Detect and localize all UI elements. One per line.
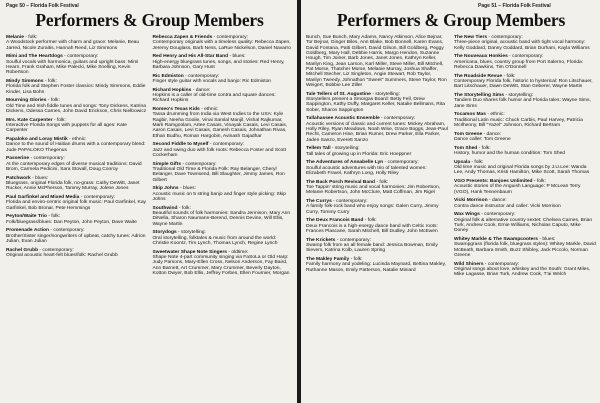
performer-genre: - contemporary:: [181, 161, 217, 167]
performer-entry: [153, 250, 294, 277]
performer-entry: [6, 156, 147, 172]
performer-description: Toe Tappin' string music and vocal harmonies: Jim Robertson, Melanie Robertson, John McClure, Matt Coffman, Jim Rigel: [306, 185, 441, 196]
performer-description: Old time music and original Florida songs by J.U.Lee: Wanda Lee, Andy Thomas, Kristi Hamilton, Mike Scott, Sarah Thomas: [454, 164, 590, 176]
performer-entry: [306, 146, 448, 157]
performer-description: Original acoustic heart-felt blues/folk: Rachel Grubb: [6, 252, 118, 258]
performer-entry: [153, 230, 294, 246]
performer-name: Mrs. Kate Carpenter: [6, 117, 53, 123]
performer-genre: - folk:: [43, 79, 57, 84]
performer-name: Papaloko and Loray Mistik: [6, 136, 68, 142]
performer-entry: [6, 228, 147, 244]
performer-name: Patchwork: [6, 175, 31, 181]
performer-genre: - contemporary:: [183, 73, 220, 79]
performer-genre: - storytelling:: [176, 230, 206, 236]
column-right: [454, 35, 596, 281]
page-header: Page 51 – Florida Folk Festival: [478, 3, 551, 9]
performer-genre: - ethnic:: [199, 106, 219, 112]
performer-genre: - folk:: [477, 145, 491, 151]
performer-name: Tocamos Mas: [454, 112, 486, 118]
performer-genre: - dance:: [482, 131, 502, 137]
performer-entry: [153, 107, 294, 139]
columns: [306, 35, 596, 281]
performer-genre: - blues:: [228, 54, 246, 60]
performer-genre: - blues:: [178, 186, 196, 192]
performer-description: Interactive Florida Songs with puppets for all ages: Kate Carpenter: [6, 123, 127, 134]
performer-entry: [153, 142, 294, 158]
performer-genre: - ethnic:: [485, 112, 505, 118]
performer-name: Peyton/Waite Trio: [6, 214, 47, 220]
performer-description: Brother/Sister singer/songwriters of upbeat, catchy tunes: Adrion Julian, Evan Julian: [6, 233, 146, 244]
performer-genre: - contemporary:: [331, 199, 368, 205]
performer-entry: [6, 248, 147, 259]
performer-entry: [6, 79, 147, 95]
performer-entry: [306, 257, 448, 273]
column-left: [6, 35, 147, 280]
performer-entry: [454, 132, 596, 143]
performer-genre: - contemporary:: [507, 54, 544, 60]
performer-genre: - oldtime:: [226, 249, 249, 255]
performer-name: Wild Shiners: [454, 261, 484, 267]
performer-description: At the contemporary edges of diverse musical traditions: David Brom, Carmela Pedicini, Sara Stovall, Doug Conroy: [6, 161, 142, 172]
performer-genre: - contemporary:: [383, 160, 419, 166]
performer-genre: - contemporary:: [379, 116, 416, 122]
performer-entry: [6, 137, 147, 153]
performer-name: The Back Porch Revival Band: [306, 179, 376, 185]
page-header: Page 50 – Florida Folk Festival: [6, 3, 79, 9]
performer-entry: [153, 35, 294, 51]
performer-name: Whitey Markle & The Swampcooters: [454, 236, 538, 242]
performer-name: Upsala: [454, 159, 471, 165]
performer-genre: - folk:: [23, 35, 38, 40]
performer-genre: - folk:: [502, 73, 516, 79]
performer-name: Richard Hopkins: [152, 87, 192, 93]
performer-description: Original songs about love, whiskey and the South: Grant Miles, Mike Lagasse, Brian Turk, Andrew Cook, T'ai Welch: [454, 266, 591, 278]
performer-entry: [454, 146, 596, 157]
performer-description: Family harmony and yodeling: Lucinda Maynard, Bettina Makley, Ruthanne Mason, Emily Patterson, Natalie Miniard: [306, 262, 446, 273]
performer-genre: - storytelling:: [330, 146, 360, 152]
performer-entry: [153, 74, 294, 85]
performer-name: Southwind: [152, 205, 178, 211]
performer-description: Americana, blues, country group from Port Salerno, Florida: Rebecca Dawkins, Tim O'Donnell: [454, 59, 584, 71]
performer-entry: [6, 176, 147, 192]
performer-genre: - contemporary:: [212, 35, 248, 40]
performer-entry: [306, 160, 448, 176]
performer-entry: [454, 262, 596, 278]
performer-genre: - storytelling:: [370, 91, 400, 97]
performer-entry: [306, 199, 448, 215]
performer-description: Acoustic versions of classic and current tunes: Mickey Abraham, Holly Riley, Ryan Meadows, Noah Wise, Grace Boggs, Jean-Paul Recht, Cameron Hine, Brian Rumer, Drew Parker, Ella Parker, Jaden Sanzo, Everett Sanzo: [306, 121, 448, 143]
performer-genre: - contemporary:: [487, 35, 523, 40]
performer-name: Melanie: [6, 35, 24, 40]
performer-entry: [153, 88, 294, 104]
performer-genre: - contemporary:: [479, 212, 516, 218]
performer-genre: - blues:: [537, 236, 556, 242]
performer-genre: - contemporary:: [62, 54, 99, 60]
performer-name: Tom Greene: [454, 131, 483, 137]
performer-entry: [454, 179, 596, 195]
performer-description: High-energy bluegrass tunes, songs, and stories: Red Henry, Barbara Johnson, Gary Hunt: [152, 59, 285, 71]
performer-entry: [306, 92, 448, 113]
performer-name: Rebecca Zapen & Friends: [152, 35, 213, 40]
performer-entry: [6, 54, 147, 75]
performer-name: The Krickets: [306, 237, 336, 243]
performer-genre: - dance:: [191, 87, 211, 93]
performer-genre: - folk:: [532, 178, 546, 184]
performer-name: Passerine: [6, 156, 30, 162]
performer-entry: [306, 116, 448, 143]
performer-entry: [454, 160, 596, 176]
performer-entry: [306, 218, 448, 234]
performer-description: History, humor and the human condition: Tom Shed: [454, 150, 566, 156]
performer-entry: [153, 206, 294, 227]
performer-name: Vicki Morrison: [454, 198, 488, 204]
performer-name: Ric Edmiston: [152, 73, 184, 79]
right-page: [301, 0, 600, 403]
performer-description: Beautiful sounds of folk harmonies: Sandra Jennison, Mary Ann DiNella, Sharon Naumann-Berend, Dennis Devine, Will Ellis, Wayne Martin: [152, 211, 291, 227]
performer-description: Original folk & alternative country sextet: Chelsea Carnes, Brian Turk, Andrew Cook, Ernie Williams, Nicholas Caputo, Mike Doney: [454, 217, 593, 234]
performer-entry: [306, 180, 448, 196]
performer-name: The New Tiers: [454, 35, 488, 40]
performer-description: Swamp folk from an all female band: Jessica Bowman, Emily Sievers, Katrina Kolb, Lauren Spring: [306, 243, 438, 254]
performer-name: Mourning Glories: [6, 98, 47, 104]
performer-name: The Makley Family: [306, 257, 350, 263]
performer-description: Dance to the sound of Haitian drums with a contemporary blend: Jude PAPALOKO Thegenus: [6, 142, 146, 153]
performer-description: Tall tales of growing up in Florida: Eric Hoeppner: [306, 151, 412, 157]
performer-name: VGO Presents: Banjoes Unlimited: [454, 178, 533, 184]
performer-genre: - contemporary:: [208, 142, 245, 148]
performer-genre: - folk:: [46, 214, 61, 220]
performer-genre: - storytelling:: [504, 92, 534, 98]
performer-name: The Deux Francois Band: [306, 218, 364, 224]
performer-entry: [454, 112, 596, 128]
performer-description: Finger style guitar with vocals and banjo: Ric Edmiston: [152, 79, 272, 84]
performer-description: Folk/bluegrass/blues: Dan Peyton, John Peyton, Dave Waite: [6, 219, 137, 225]
performer-entry: [6, 214, 147, 225]
performer-description: Dance caller: Tom Greene: [454, 136, 511, 142]
performer-description: Acoustic music on 5 string banjo and finger style picking: Skip Johns: [152, 191, 286, 203]
performer-name: Second Fiddle to Myself: [152, 142, 209, 148]
performer-name: The Currys: [306, 199, 332, 205]
performer-description: Swampgrass (florida folk, bluegrass styles): Whitey Markle, David McBeath, Barbara Smith, Buzz Shibley, Jack Piccolo, Norman Greene: [454, 242, 596, 258]
performer-entry: [306, 35, 448, 88]
performer-entry: [153, 186, 294, 202]
performer-description: Traditional Latin music: Chuck Carbis, Paul Harvey, Patricia McIlhenny, Bill "Yazel" Johnson, Richard Bertram: [454, 117, 583, 128]
performer-name: The Adventures of Annabelle Lyn: [306, 160, 384, 166]
performer-description: Contemporary originals with a timeless quality: Rebecca Zapen, Jeremy Douglass, Barb Ness, LaRue Nickelson, Daniel Navarro: [152, 40, 291, 51]
performer-entry: [454, 237, 596, 258]
performer-entry: [6, 35, 147, 51]
performer-entry: [306, 238, 448, 254]
performer-entry: [454, 93, 596, 109]
performer-description: Old Time and Irish fiddle tunes and songs: Tony Dickens, Katrina Dickens, Odessa Carnes, John David Erickson, Chris Nielbowicz: [6, 103, 147, 115]
performer-genre: - folk:: [46, 98, 60, 104]
performer-name: Paul Garfinkel and Mixed Media: [6, 194, 80, 200]
performer-entry: [454, 74, 596, 90]
performer-genre: - contemporary:: [79, 194, 115, 200]
performer-name: Romeo's Texas Kids: [152, 106, 200, 112]
performer-genre: - folk:: [177, 205, 191, 211]
performer-entry: [6, 98, 147, 114]
page-title: Performers & Group Members: [35, 10, 264, 30]
columns: [6, 35, 293, 280]
performer-description: Deux Francois is a high-energy dance band with Celtic roots: Frances Plascane, Sarah Mitchell, Bill Dudley, John McEwen: [306, 223, 438, 235]
performer-description: Three-piece original, acoustic band with tight vocal harmony: Kelly Goddard, Danny Goddard, Brian Durham, Kayla Williams: [454, 40, 590, 51]
performer-description: A Woodstock performer with charm and grace: Melanie, Beau Jarred, Nicole Zuraitis, Hannah Reed, Liz Simmons: [6, 40, 140, 51]
page-title: Performers & Group Members: [336, 10, 566, 30]
performer-genre: - contemporary:: [49, 228, 85, 234]
performer-description: Soulful vocals with harmonica, guitars and upright bass: Mimi Hearn, Frank Graham, Mike Palecki, Mike Snelling, Kevin Robertson: [6, 59, 139, 76]
performer-genre: - folk:: [349, 257, 363, 263]
performer-entry: [454, 35, 596, 51]
performer-name: Mimi and The Heartdogs: [6, 54, 63, 60]
performer-description: Traditional Old Time & Florida Folk: Ray Belanger, Cheryl Belanger, Dave Townsend, Bill Slaughter, Jimmy James, Ron Gilbert: [152, 167, 285, 183]
performer-name: Tellem Tall: [306, 146, 331, 152]
performer-name: Red Henry and His All-Star Band: [152, 54, 229, 60]
performer-genre: - contemporary:: [483, 261, 520, 267]
performer-description: Oral storytelling, folktales & music from around the world: Christie Koontz, Tim Lynch, Thomas Lynch, Regine Lynch: [152, 235, 278, 247]
performer-genre: - folk:: [470, 159, 484, 165]
performer-name: Wax Wings: [454, 212, 480, 218]
performer-name: Tallahassee Acoustic Ensemble: [306, 116, 380, 122]
performer-description: Contemporary Florida folk, historic to hysterical: Ron Litschauer, Bart Litschauer, Dawn DeWitt, Stan Geberer, Wayne Martin: [454, 79, 593, 90]
performer-genre: - contemporary:: [38, 247, 74, 253]
performer-description: A family folk-rock band who enjoy songs: Galen Curry, Jimmy Curry, Tommy Curry: [306, 204, 439, 215]
performer-name: Simple Gifts: [152, 161, 182, 167]
performer-name: The Roadside Revue: [454, 73, 503, 79]
performer-name: Tale Tellers of St. Augustine: [306, 91, 371, 97]
performer-name: Tom Shed: [454, 145, 478, 151]
performer-entry: [6, 195, 147, 211]
performer-name: Skip Johns: [152, 186, 179, 192]
performer-description: Acoustic stories of the Anguish Language: P McLean Terry (VGO), Hank Tennenbaum: [454, 184, 581, 195]
performer-name: The Nouveaux Honkies: [454, 54, 508, 60]
performer-entry: [153, 162, 294, 183]
performer-description: Storytellers present a Smorgas Board: Betty Fell, Drew Sappington, Kathy Duffy, Margaret Keller, Natalie Bellmans, Rita Sober, Sharon Sappington: [306, 97, 445, 113]
performer-genre: - blues:: [30, 175, 49, 181]
performer-description: Tandem Duo shares folk humor and Florida tales: Wayne Sims, Jane Sims: [454, 98, 591, 109]
performer-genre: - contemporary:: [29, 156, 65, 162]
performer-genre: - contemporary:: [335, 237, 371, 243]
performer-genre: - folk:: [363, 218, 377, 224]
performer-entry: [454, 54, 596, 70]
performer-description: Bunch, Sue Bunch, Mary Adams, Nancy Atkinson, Alice Bejnar, Tor Bejnar, Ginger Biles, Ann Blake, Bob Bonnell, Karen Evans, David Fontana, Patti Gilbert, David Gilson, Bill Goldberg, Peggy Goldberg, Mary Hall, Debbie Harris, Margo Hendon, Suzanne Hough, Tim Joiner, Barb Jones, Janet Jones, Kathryn Keller, Marilyn King, Jean Larson, Karl Miller, Steve Miller, Bill Mitchell, Pat Morse, Thatcher Morse, Melanie Murray, Joshua Shaffer, Mitchell Stecher, Liz Singleton, Angie Stewart, Rob Taylor, Marilyn Tweedy, Johnathon "Sweet" Summers, Steve Taylor, Ron Weigert, Bobbie Lee Ziller: [306, 35, 447, 89]
column-right: [153, 35, 294, 280]
performer-name: Sweetwater Shape Note Singers: [152, 249, 227, 255]
performer-description: Jazz and swing duo with folk roots: Rebecca Foster and Scott Cockerham: [152, 147, 286, 159]
column-left: [306, 35, 448, 281]
performer-entry: [153, 54, 294, 70]
performer-name: The Storytelling Sims: [454, 92, 505, 98]
performer-description: Tassa drumming from India via West Indies to the USA: Kyle Ragbir, Neeha Goolie, Vinai Samlal Manjil, Vishal Rajkumar, Mark Ramgoolam, Artee Casais, Vinayak Casais, Levi Casais, Aaron Casais, Levi Casais, Ganesh Casais, Johnathan Rivas, Ethan Budhu, Roman Hargobin, Avinash Gajadhar: [152, 112, 288, 139]
performer-description: Shape Note 4-part community singing via FaSoLa or Old Harp: Judy Parsons, Mary-Ellen Cross, Nelson Anderson, Fay Baird, Ann Barnett, Art Crummer, Mary Crummer, Beverly Dayton, Kotton Dwyer, Bob Ellis, Jeffrey Forbes, Ellen Fournier, Morgan: [152, 255, 290, 277]
performer-entry: [454, 198, 596, 209]
performer-description: Bluegrass, original Florida folk, no-grass: Cathy DeWitt, Janet Rucker, Annie McPherson, Tammy Murray, Jolene Jones: [6, 180, 140, 192]
performer-genre: - folk:: [375, 179, 389, 185]
performer-entry: [6, 118, 147, 134]
performer-genre: - folk:: [52, 117, 66, 123]
performer-genre: - ethnic:: [67, 136, 87, 142]
performer-name: Promenade Action: [6, 228, 50, 234]
performer-name: Storydogs: [152, 230, 177, 236]
left-page: [0, 0, 297, 403]
performer-description: Contra dance instructor and caller: Vicki Morrison: [454, 203, 561, 209]
performer-description: Hopkins is a caller of old-time contra and square dances: Richard Hopkins: [152, 92, 276, 104]
performer-description: Soulful acoustic adventures with trio of talented women: Elizabeth Fravel, Kathryn Long, Holly Riley: [306, 165, 427, 177]
performer-description: Florida and enviro-centric original folk music: Paul Garfinkel, Kay Garfinkel, Bob Bronar, Pete Hemmings: [6, 200, 146, 211]
performer-description: Florida folk and Stephen Foster classics: Mindy Simmons, Eddie Kinder, Lisa Bohn: [6, 84, 146, 95]
performer-genre: - dance:: [487, 198, 507, 204]
performer-entry: [454, 212, 596, 233]
performer-name: Rachel Grubb: [6, 247, 39, 253]
performer-name: Mindy Simmons: [6, 79, 44, 84]
